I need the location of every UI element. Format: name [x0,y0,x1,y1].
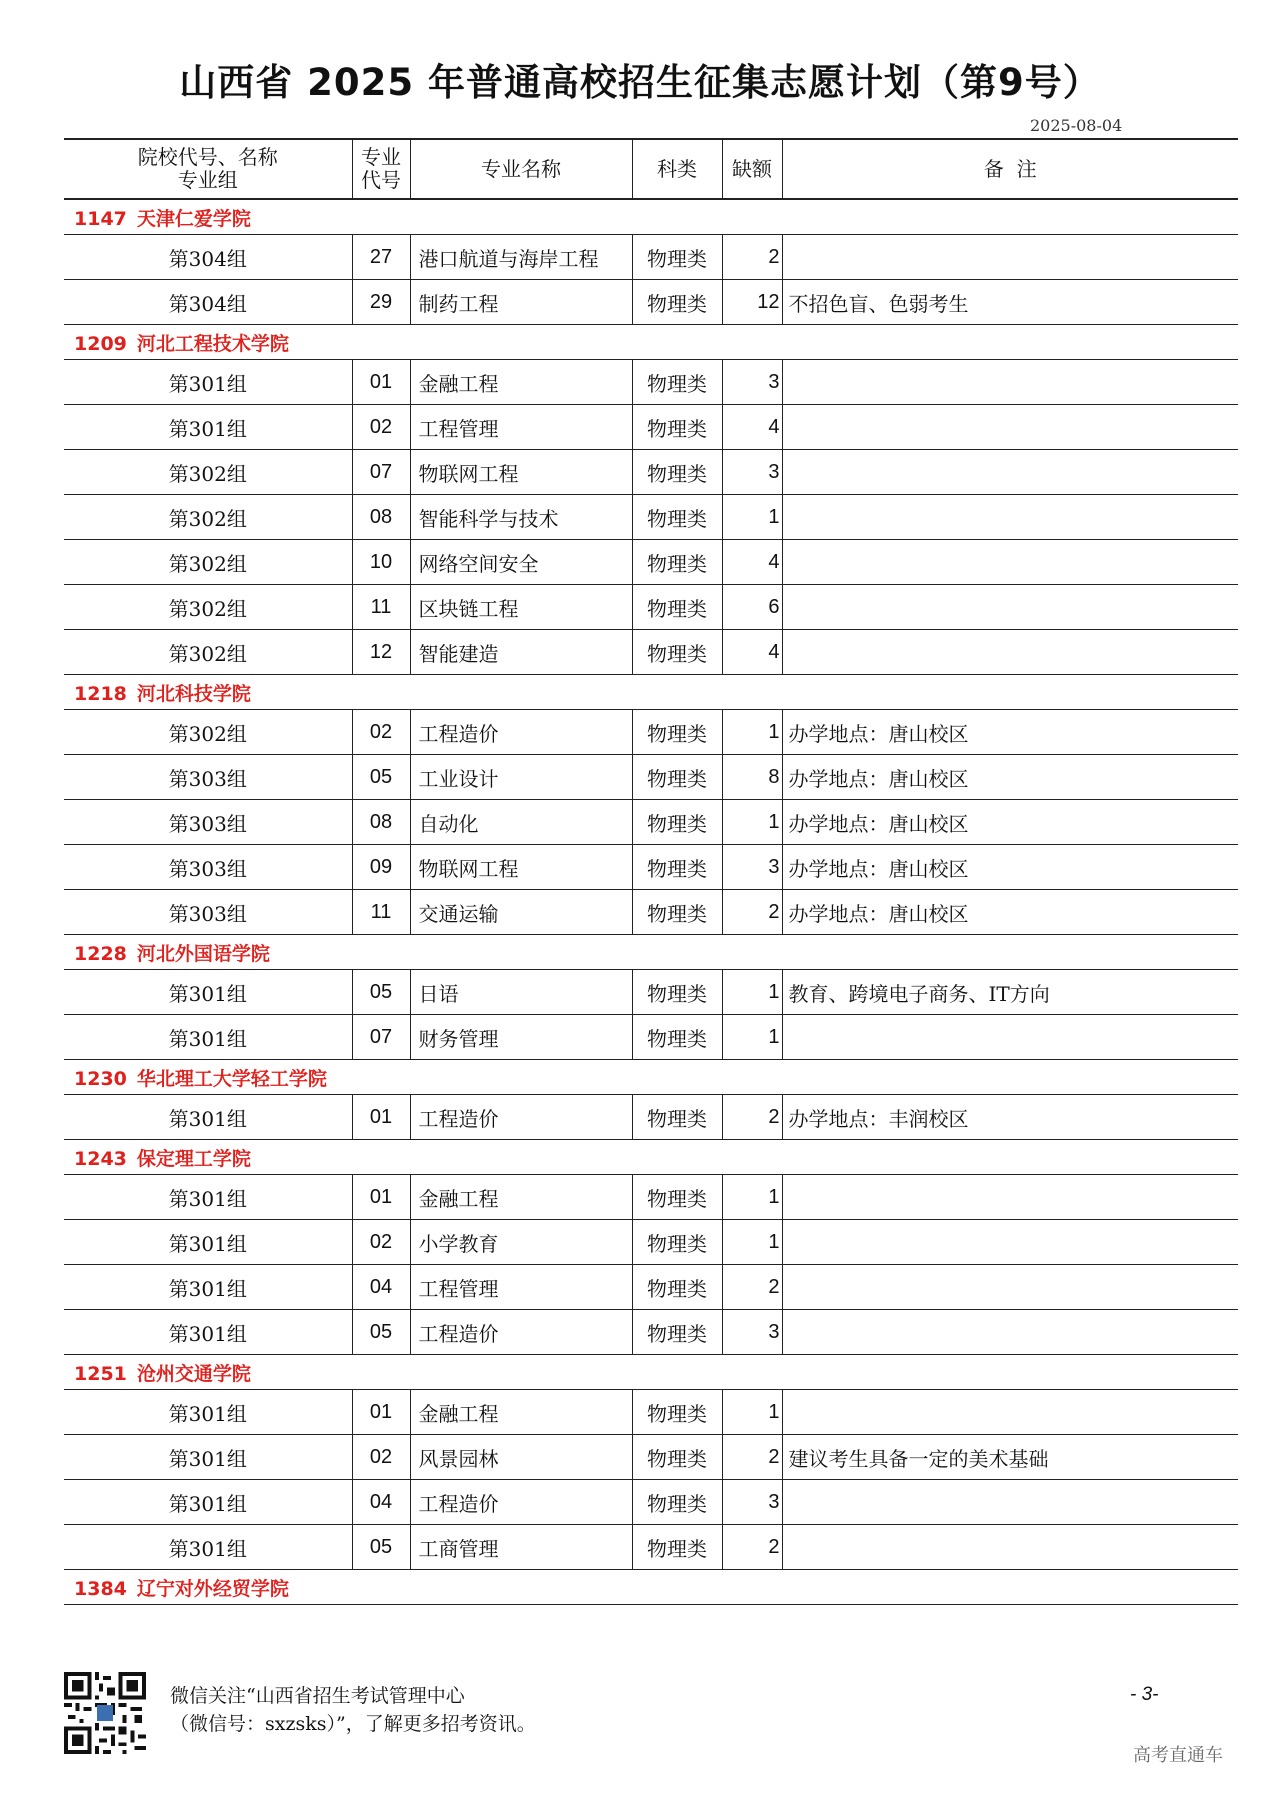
major-code-cell: 11 [352,585,410,630]
group-cell: 第301组 [64,405,352,450]
major-code-cell: 05 [352,755,410,800]
subject-cell: 物理类 [632,1480,722,1525]
table-row [64,755,1238,800]
table-row [64,235,1238,280]
vacancy-cell: 3 [722,360,782,405]
school-code: 1147 [74,207,127,230]
school-name: 沧州交通学院 [136,1362,251,1385]
school-name: 华北理工大学轻工学院 [136,1067,327,1090]
vacancy-cell: 3 [722,1480,782,1525]
school-code: 1251 [74,1362,127,1385]
major-name-cell: 物联网工程 [410,450,632,495]
school-code: 1384 [74,1577,127,1600]
group-cell: 第304组 [64,280,352,325]
vacancy-cell: 1 [722,495,782,540]
major-code-cell: 05 [352,970,410,1015]
vacancy-cell: 8 [722,755,782,800]
school-row [64,935,1238,970]
school-row [64,325,1238,360]
major-code-cell: 02 [352,1435,410,1480]
major-code-cell: 01 [352,1390,410,1435]
subject-cell: 物理类 [632,1015,722,1060]
table-row [64,280,1238,325]
group-cell: 第303组 [64,845,352,890]
subject-cell: 物理类 [632,585,722,630]
group-cell: 第302组 [64,710,352,755]
school-code: 1243 [74,1147,127,1170]
vacancy-cell: 6 [722,585,782,630]
school-heading [64,935,1238,970]
vacancy-cell: 1 [722,1220,782,1265]
major-code-cell: 07 [352,450,410,495]
school-code: 1209 [74,332,127,355]
major-code-cell: 04 [352,1480,410,1525]
note-cell: 办学地点：唐山校区 [782,800,1238,845]
note-cell: 办学地点：唐山校区 [782,755,1238,800]
note-cell: 不招色盲、色弱考生 [782,280,1238,325]
enrollment-table [64,138,1238,1605]
subject-cell: 物理类 [632,1525,722,1570]
vacancy-cell: 1 [722,800,782,845]
major-code-cell: 10 [352,540,410,585]
major-code-cell: 01 [352,1095,410,1140]
major-name-cell: 小学教育 [410,1220,632,1265]
major-code-cell: 01 [352,1175,410,1220]
header-group: 院校代号、名称 专业组 [64,139,352,199]
vacancy-cell: 1 [722,1390,782,1435]
major-code-cell: 08 [352,495,410,540]
group-cell: 第304组 [64,235,352,280]
subject-cell: 物理类 [632,845,722,890]
watermark: 高考直通车 [1133,1745,1223,1766]
school-row [64,1570,1238,1605]
subject-cell: 物理类 [632,450,722,495]
group-cell: 第302组 [64,495,352,540]
vacancy-cell: 2 [722,1095,782,1140]
vacancy-cell: 1 [722,1015,782,1060]
major-name-cell: 智能建造 [410,630,632,675]
note-cell [782,1480,1238,1525]
major-name-cell: 风景园林 [410,1435,632,1480]
table-row [64,405,1238,450]
major-name-cell: 工程造价 [410,710,632,755]
vacancy-cell: 4 [722,540,782,585]
group-cell: 第301组 [64,1525,352,1570]
note-cell [782,1310,1238,1355]
major-name-cell: 工业设计 [410,755,632,800]
note-cell [782,1015,1238,1060]
table-row [64,585,1238,630]
table-body [64,199,1238,1605]
header-subject: 科类 [632,139,722,199]
note-cell [782,1525,1238,1570]
table-row [64,540,1238,585]
school-heading [64,199,1238,235]
major-code-cell: 12 [352,630,410,675]
vacancy-cell: 1 [722,710,782,755]
group-cell: 第301组 [64,1265,352,1310]
vacancy-cell: 3 [722,845,782,890]
subject-cell: 物理类 [632,1310,722,1355]
header-vacancy: 缺额 [722,139,782,199]
school-name: 天津仁爱学院 [136,207,251,230]
major-name-cell: 金融工程 [410,1390,632,1435]
school-heading [64,1140,1238,1175]
major-name-cell: 财务管理 [410,1015,632,1060]
major-name-cell: 工商管理 [410,1525,632,1570]
group-cell: 第301组 [64,1310,352,1355]
major-name-cell: 交通运输 [410,890,632,935]
school-code: 1230 [74,1067,127,1090]
group-cell: 第302组 [64,450,352,495]
major-name-cell: 工程造价 [410,1095,632,1140]
publish-date: 2025-08-04 [1030,116,1123,135]
note-cell [782,1175,1238,1220]
qr-code-icon [64,1672,146,1754]
major-code-cell: 29 [352,280,410,325]
table-row [64,360,1238,405]
major-name-cell: 制药工程 [410,280,632,325]
header-major-code: 专业 代号 [352,139,410,199]
group-cell: 第301组 [64,1015,352,1060]
table-row [64,890,1238,935]
table-row [64,1480,1238,1525]
major-name-cell: 区块链工程 [410,585,632,630]
vacancy-cell: 2 [722,1265,782,1310]
major-code-cell: 27 [352,235,410,280]
table-row [64,845,1238,890]
group-cell: 第301组 [64,1220,352,1265]
header-note: 备 注 [782,139,1238,199]
major-code-cell: 11 [352,890,410,935]
group-cell: 第302组 [64,585,352,630]
footer-line-1: 微信关注“山西省招生考试管理中心 [170,1685,465,1707]
table-row [64,1390,1238,1435]
vacancy-cell: 1 [722,1175,782,1220]
school-heading [64,1355,1238,1390]
table-row [64,710,1238,755]
school-heading [64,675,1238,710]
table-row [64,1175,1238,1220]
table-row [64,450,1238,495]
school-code: 1228 [74,942,127,965]
note-cell: 办学地点：唐山校区 [782,710,1238,755]
school-name: 保定理工学院 [136,1147,251,1170]
note-cell [782,585,1238,630]
table-row [64,1265,1238,1310]
subject-cell: 物理类 [632,1435,722,1480]
school-name: 河北科技学院 [136,682,251,705]
footer-line-2: （微信号：sxzsks）”，了解更多招考资讯。 [170,1713,536,1735]
major-name-cell: 智能科学与技术 [410,495,632,540]
school-name: 辽宁对外经贸学院 [136,1577,289,1600]
subject-cell: 物理类 [632,1265,722,1310]
subject-cell: 物理类 [632,1390,722,1435]
subject-cell: 物理类 [632,630,722,675]
note-cell [782,1390,1238,1435]
table-row [64,1095,1238,1140]
subject-cell: 物理类 [632,890,722,935]
vacancy-cell: 2 [722,890,782,935]
vacancy-cell: 2 [722,235,782,280]
note-cell: 办学地点：唐山校区 [782,845,1238,890]
note-cell: 办学地点：丰润校区 [782,1095,1238,1140]
major-name-cell: 网络空间安全 [410,540,632,585]
major-code-cell: 05 [352,1310,410,1355]
major-code-cell: 02 [352,405,410,450]
major-name-cell: 物联网工程 [410,845,632,890]
table-row [64,1015,1238,1060]
group-cell: 第301组 [64,1435,352,1480]
group-cell: 第303组 [64,890,352,935]
major-name-cell: 工程造价 [410,1310,632,1355]
group-cell: 第301组 [64,1390,352,1435]
page-title: 山西省 2025 年普通高校招生征集志愿计划（第9号） [179,61,1101,104]
table-row [64,1435,1238,1480]
group-cell: 第301组 [64,1095,352,1140]
major-code-cell: 02 [352,710,410,755]
note-cell [782,405,1238,450]
school-name: 河北工程技术学院 [136,332,289,355]
school-heading [64,1570,1238,1605]
school-row [64,1060,1238,1095]
vacancy-cell: 2 [722,1435,782,1480]
school-name: 河北外国语学院 [136,942,270,965]
major-name-cell: 金融工程 [410,1175,632,1220]
school-heading [64,1060,1238,1095]
school-row [64,1140,1238,1175]
table-header-row [64,139,1238,199]
note-cell [782,1220,1238,1265]
note-cell [782,450,1238,495]
subject-cell: 物理类 [632,1220,722,1265]
subject-cell: 物理类 [632,1095,722,1140]
group-cell: 第301组 [64,970,352,1015]
table-row [64,800,1238,845]
page-number: - 3- [1130,1684,1159,1705]
school-row [64,675,1238,710]
note-cell [782,360,1238,405]
major-code-cell: 04 [352,1265,410,1310]
subject-cell: 物理类 [632,1175,722,1220]
note-cell [782,235,1238,280]
note-cell [782,1265,1238,1310]
subject-cell: 物理类 [632,970,722,1015]
vacancy-cell: 12 [722,280,782,325]
group-cell: 第303组 [64,755,352,800]
subject-cell: 物理类 [632,755,722,800]
school-heading [64,325,1238,360]
table-row [64,1220,1238,1265]
table-row [64,495,1238,540]
major-name-cell: 工程造价 [410,1480,632,1525]
subject-cell: 物理类 [632,360,722,405]
vacancy-cell: 4 [722,405,782,450]
major-code-cell: 08 [352,800,410,845]
note-cell [782,630,1238,675]
footer-text [170,1682,536,1738]
subject-cell: 物理类 [632,405,722,450]
vacancy-cell: 2 [722,1525,782,1570]
major-name-cell: 自动化 [410,800,632,845]
vacancy-cell: 3 [722,1310,782,1355]
subject-cell: 物理类 [632,710,722,755]
note-cell: 办学地点：唐山校区 [782,890,1238,935]
note-cell: 教育、跨境电子商务、IT方向 [782,970,1238,1015]
group-cell: 第302组 [64,540,352,585]
table-row [64,970,1238,1015]
subject-cell: 物理类 [632,280,722,325]
major-name-cell: 日语 [410,970,632,1015]
note-cell [782,495,1238,540]
major-name-cell: 港口航道与海岸工程 [410,235,632,280]
school-code: 1218 [74,682,127,705]
group-cell: 第303组 [64,800,352,845]
major-name-cell: 工程管理 [410,405,632,450]
group-cell: 第301组 [64,360,352,405]
school-row [64,1355,1238,1390]
note-cell: 建议考生具备一定的美术基础 [782,1435,1238,1480]
subject-cell: 物理类 [632,540,722,585]
group-cell: 第301组 [64,1480,352,1525]
group-cell: 第302组 [64,630,352,675]
header-major-name: 专业名称 [410,139,632,199]
subject-cell: 物理类 [632,235,722,280]
major-code-cell: 09 [352,845,410,890]
vacancy-cell: 4 [722,630,782,675]
table-row [64,1525,1238,1570]
vacancy-cell: 1 [722,970,782,1015]
group-cell: 第301组 [64,1175,352,1220]
major-code-cell: 07 [352,1015,410,1060]
subject-cell: 物理类 [632,495,722,540]
major-code-cell: 01 [352,360,410,405]
note-cell [782,540,1238,585]
table-row [64,1310,1238,1355]
major-code-cell: 02 [352,1220,410,1265]
school-row [64,199,1238,235]
subject-cell: 物理类 [632,800,722,845]
major-name-cell: 金融工程 [410,360,632,405]
table-row [64,630,1238,675]
major-code-cell: 05 [352,1525,410,1570]
major-name-cell: 工程管理 [410,1265,632,1310]
vacancy-cell: 3 [722,450,782,495]
